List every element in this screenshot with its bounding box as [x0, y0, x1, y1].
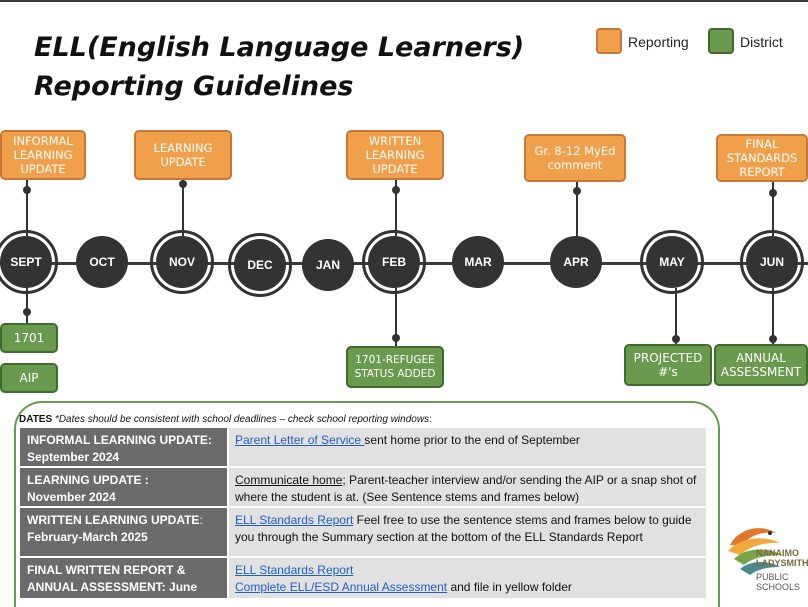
- connector-dot: [769, 189, 777, 197]
- reporting-written-learning-update: WRITTEN LEARNING UPDATE: [346, 130, 444, 180]
- month-may: MAY: [646, 236, 698, 288]
- date-row-label: LEARNING UPDATE : November 2024: [20, 468, 229, 506]
- date-row-informal: [20, 428, 706, 466]
- connector-nov-up: [182, 180, 184, 236]
- reporting-final-standards-report: FINAL STANDARDS REPORT: [716, 134, 808, 182]
- month-oct: OCT: [76, 236, 128, 288]
- district-1701-refugee: 1701-REFUGEE STATUS ADDED: [346, 346, 444, 388]
- legend-reporting-label: Reporting: [628, 34, 689, 50]
- date-row-learning: [20, 468, 706, 506]
- annual-assessment-link[interactable]: Complete ELL/ESD Annual Assessment: [235, 580, 448, 594]
- dates-note: *Dates should be consistent with school deadlines – check school reporting windows: [54, 414, 430, 425]
- title-line-1: ELL(English Language Learners): [34, 32, 525, 63]
- date-row-label: INFORMAL LEARNING UPDATE: September 2024: [20, 428, 229, 466]
- month-apr: APR: [550, 236, 602, 288]
- month-mar: MAR: [452, 236, 504, 288]
- date-row-value: Communicate home; Parent-teacher interview and/or sending the AIP or a snap shot of where the student is at. (See Sentence stems and frames below): [229, 468, 706, 506]
- connector-dot: [179, 180, 187, 188]
- connector-dot: [392, 334, 400, 342]
- connector-dot: [769, 335, 777, 343]
- district-projected: PROJECTED #'s: [624, 344, 712, 386]
- district-aip: AIP: [0, 363, 58, 393]
- month-dec: DEC: [234, 239, 286, 291]
- date-row-label: WRITTEN LEARNING UPDATE: February-March 2025: [20, 508, 229, 556]
- logo-line-4: SCHOOLS: [756, 582, 801, 592]
- ell-standards-report-link[interactable]: ELL Standards Report: [235, 513, 354, 527]
- logo-line-3: PUBLIC: [756, 572, 789, 582]
- legend-district-swatch: [708, 28, 734, 54]
- date-row-value: ELL Standards Report Feel free to use the sentence stems and frames below to guide you through the Summary section at the bottom of the ELL Standards Report: [229, 508, 706, 556]
- communicate-home-text: Communicate home: [235, 473, 343, 487]
- month-feb: FEB: [368, 236, 420, 288]
- connector-dot: [672, 335, 680, 343]
- connector-dot: [23, 186, 31, 194]
- date-row-value: ELL Standards Report Complete ELL/ESD Annual Assessment and file in yellow folder: [229, 558, 706, 598]
- date-row-label: FINAL WRITTEN REPORT & ANNUAL ASSESSMENT: June 2025: [20, 558, 229, 598]
- date-row-written: [20, 508, 706, 556]
- connector-dot: [392, 186, 400, 194]
- month-sept: SEPT: [0, 236, 52, 288]
- legend-district-label: District: [740, 34, 783, 50]
- month-jan: JAN: [302, 239, 354, 291]
- connector-dot: [573, 187, 581, 195]
- month-jun: JUN: [746, 236, 798, 288]
- district-annual-assessment: ANNUAL ASSESSMENT: [714, 344, 808, 386]
- reporting-learning-update: LEARNING UPDATE: [134, 130, 232, 180]
- reporting-myed-comment: Gr. 8-12 MyEd comment: [524, 134, 626, 182]
- date-row-value: Parent Letter of Service sent home prior to the end of September: [229, 428, 706, 466]
- connector-dot: [23, 308, 31, 316]
- logo-line-1: NANAIMO: [756, 548, 799, 558]
- reporting-informal-learning-update: INFORMAL LEARNING UPDATE: [0, 130, 86, 180]
- legend-reporting-swatch: [596, 28, 622, 54]
- month-nov: NOV: [156, 236, 208, 288]
- parent-letter-link[interactable]: Parent Letter of Service: [235, 433, 365, 447]
- dates-heading-label: DATES: [19, 414, 53, 425]
- district-1701: 1701: [0, 323, 58, 353]
- ell-standards-report-link-2[interactable]: ELL Standards Report: [235, 563, 354, 577]
- top-rule: [0, 0, 808, 2]
- page-title: [34, 28, 524, 106]
- dates-heading: DATES *Dates should be consistent with school deadlines – check school reporting windows:: [19, 414, 432, 425]
- title-line-2: Reporting Guidelines: [34, 71, 354, 102]
- logo-line-2: LADYSMITH: [756, 558, 808, 568]
- date-row-final: [20, 558, 706, 607]
